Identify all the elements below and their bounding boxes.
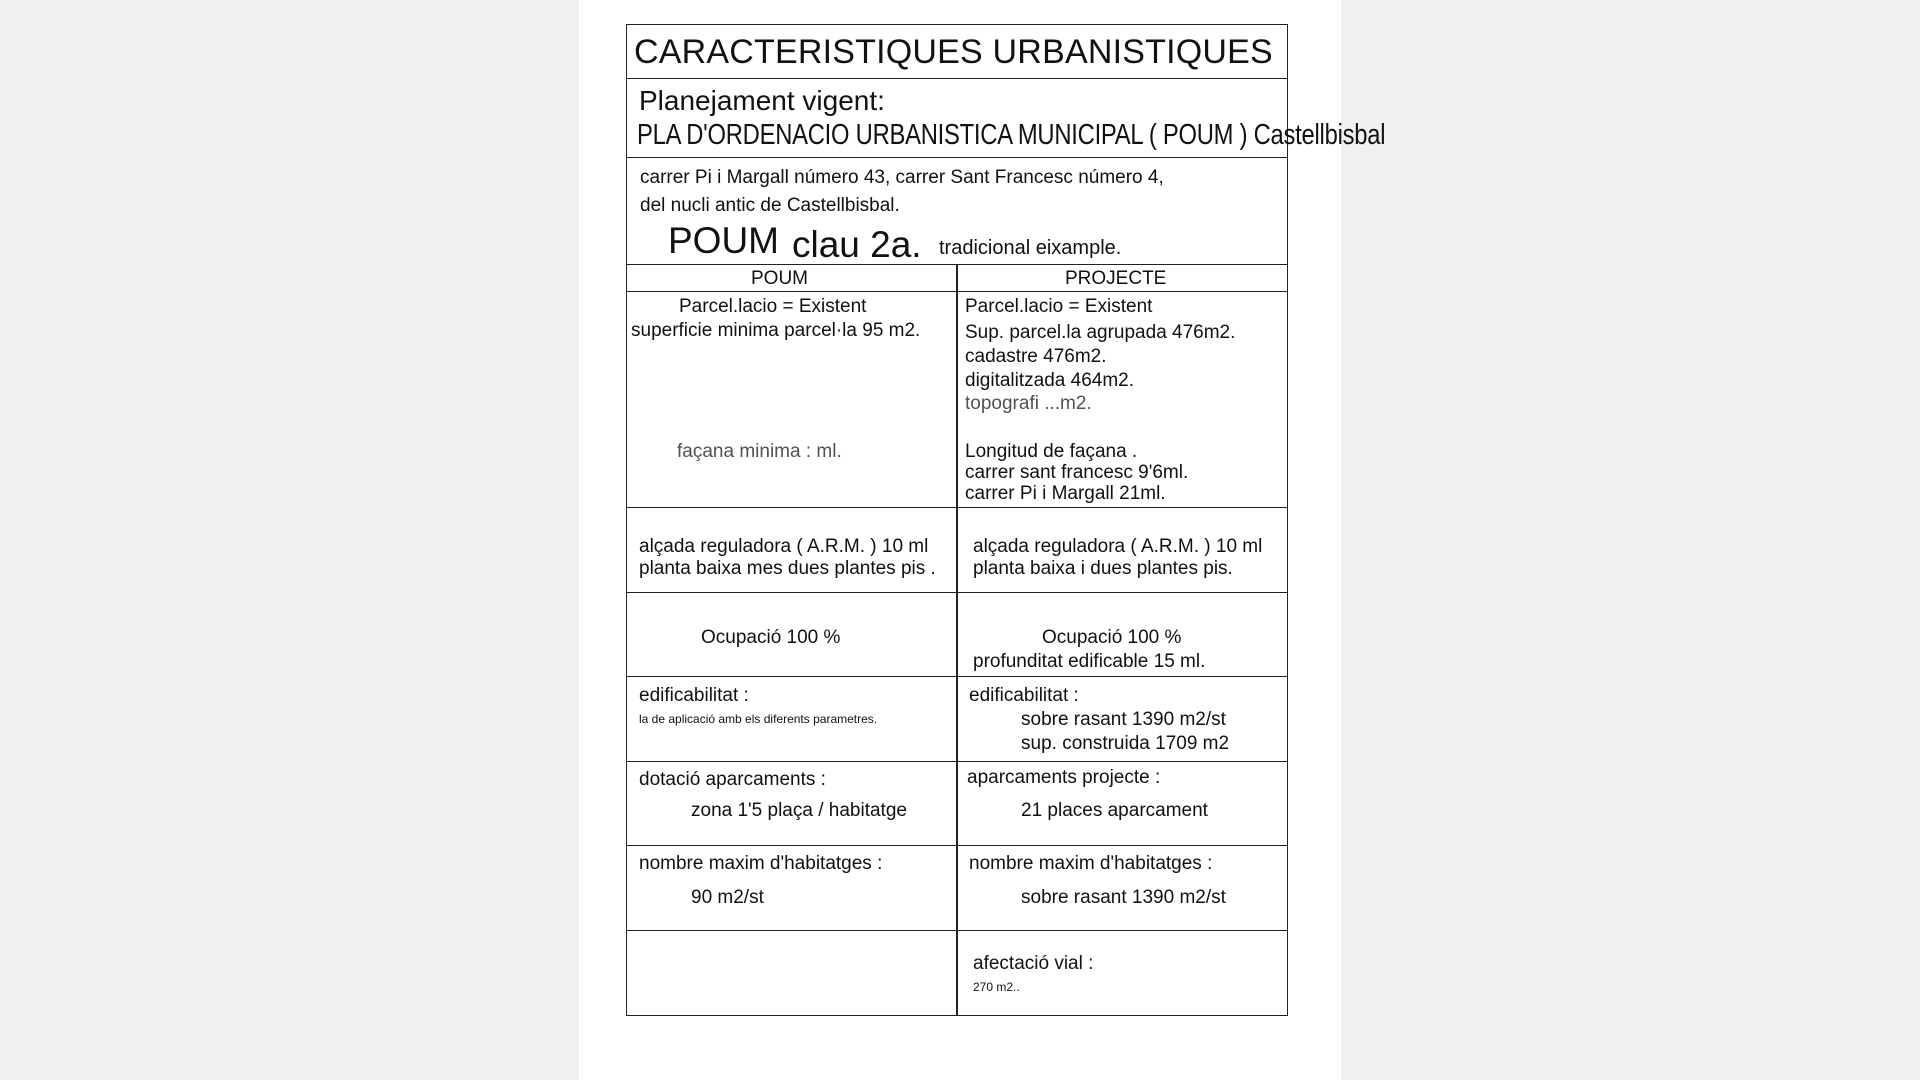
clau-description: tradicional eixample. (939, 237, 1122, 259)
table-row-edificabilitat (627, 677, 1287, 762)
cell-text: Sup. parcel.la agrupada 476m2. (965, 322, 1236, 343)
cell-text: planta baixa mes dues plantes pis . (639, 558, 936, 579)
cell-text: la de aplicació amb els diferents parametres. (639, 712, 878, 726)
cell-text: alçada reguladora ( A.R.M. ) 10 ml (639, 536, 929, 557)
table-row-ocupacio (627, 593, 1287, 677)
address-line-2: del nucli antic de Castellbisbal. (640, 195, 900, 216)
cell-text: Ocupació 100 % (701, 627, 841, 648)
location-band (627, 158, 1287, 265)
sheet-title: CARACTERISTIQUES URBANISTIQUES (634, 33, 1273, 71)
cell-text: 270 m2.. (973, 980, 1020, 994)
table-row-aparcaments (627, 762, 1287, 846)
table-row-parcel (627, 292, 1287, 508)
cell-text: carrer sant francesc 9'6ml. (965, 462, 1189, 483)
cell-text: planta baixa i dues plantes pis. (973, 558, 1233, 579)
cell-text: alçada reguladora ( A.R.M. ) 10 ml (973, 536, 1263, 557)
column-header-projecte: PROJECTE (1065, 268, 1167, 289)
plan-band (627, 79, 1386, 158)
cell-text: zona 1'5 plaça / habitatge (691, 800, 907, 821)
cell-text: sobre rasant 1390 m2/st (1021, 709, 1226, 730)
cell-text: digitalitzada 464m2. (965, 370, 1134, 391)
urban-characteristics-sheet (626, 24, 1386, 1016)
plan-name: PLA D'ORDENACIO URBANISTICA MUNICIPAL ( POUM ) Castellbisbal (637, 119, 1386, 151)
cell-text: edificabilitat : (639, 685, 749, 706)
cell-text: profunditat edificable 15 ml. (973, 651, 1206, 672)
cell-text: façana minima : ml. (677, 441, 842, 462)
table-row-habitatges (627, 846, 1287, 931)
poum-label: POUM (668, 220, 779, 261)
cell-text: sup. construida 1709 m2 (1021, 733, 1230, 754)
column-header-poum: POUM (751, 268, 808, 289)
comparison-table (627, 265, 1287, 1015)
table-row-alcada (627, 508, 1287, 593)
cell-text: nombre maxim d'habitatges : (639, 853, 883, 874)
cell-text: carrer Pi i Margall 21ml. (965, 483, 1166, 504)
cell-text: nombre maxim d'habitatges : (969, 853, 1213, 874)
cell-text: topografi ...m2. (965, 393, 1092, 414)
clau-label: clau 2a. (792, 224, 922, 265)
cell-text: edificabilitat : (969, 685, 1079, 706)
cell-text: cadastre 476m2. (965, 346, 1107, 367)
title-band (627, 25, 1287, 79)
cell-text: dotació aparcaments : (639, 769, 826, 790)
cell-text: Ocupació 100 % (1042, 627, 1182, 648)
cell-text: 21 places aparcament (1021, 800, 1208, 821)
document-page (579, 0, 1386, 1080)
table-header-row (627, 265, 1287, 292)
cell-text: Longitud de façana . (965, 441, 1138, 462)
cell-text: 90 m2/st (691, 887, 764, 908)
cell-text: Parcel.lacio = Existent (679, 296, 867, 317)
cell-text: Parcel.lacio = Existent (965, 296, 1153, 317)
cell-text: aparcaments projecte : (967, 767, 1161, 788)
plan-label: Planejament vigent: (639, 85, 885, 116)
cell-text: sobre rasant 1390 m2/st (1021, 887, 1226, 908)
cell-text: superficie minima parcel·la 95 m2. (631, 320, 921, 341)
table-row-vial (627, 931, 1287, 1015)
cell-text: afectació vial : (973, 953, 1094, 974)
address-line-1: carrer Pi i Margall número 43, carrer Sant Francesc número 4, (640, 167, 1164, 188)
